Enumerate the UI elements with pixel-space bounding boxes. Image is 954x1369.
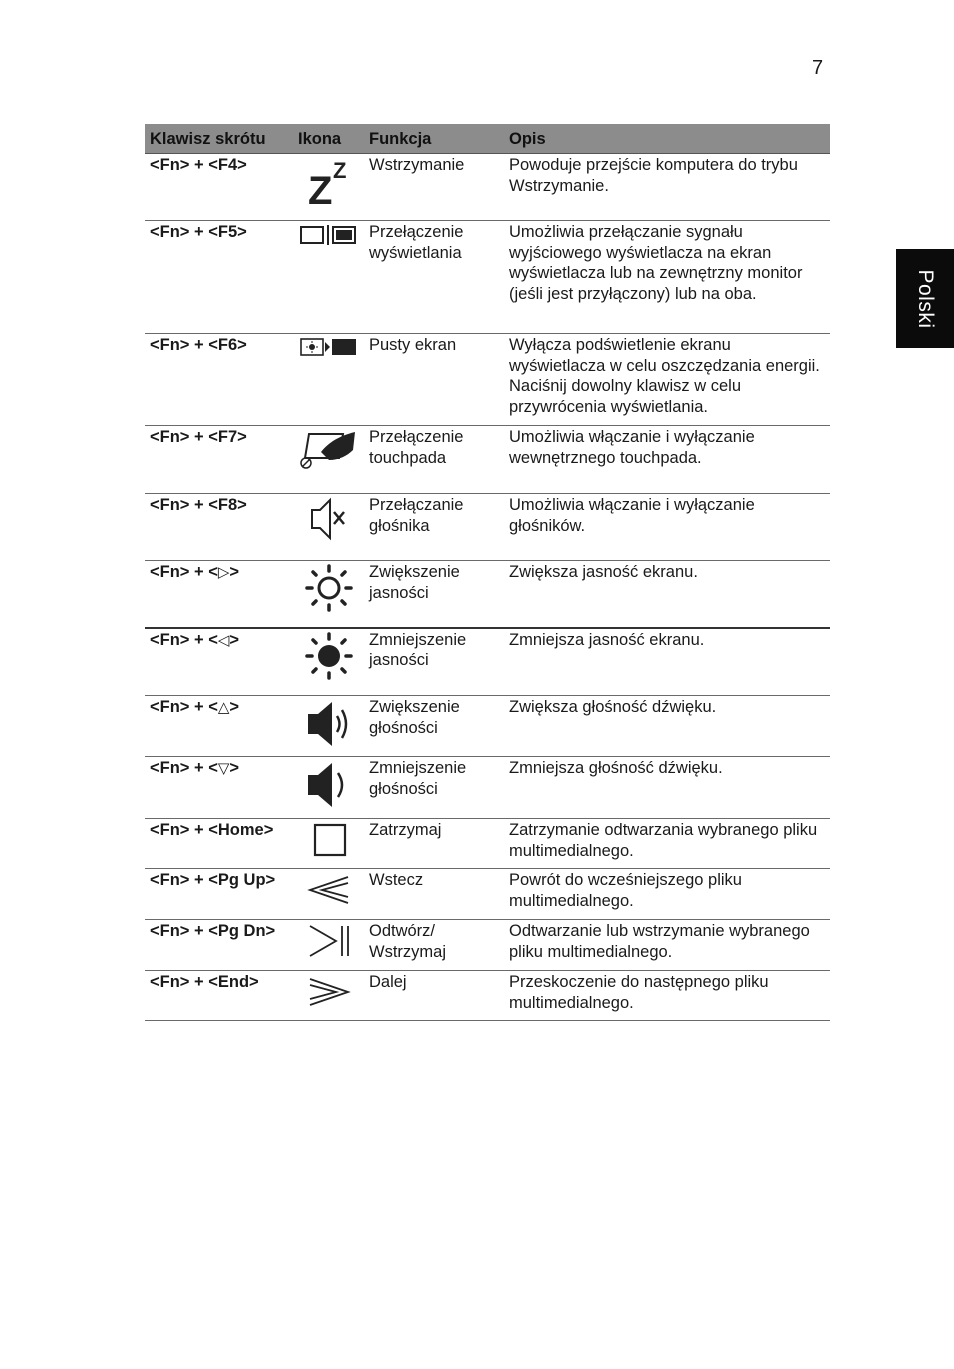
hotkey: <Fn> + <F7> [145, 426, 293, 494]
table-row [145, 757, 830, 819]
volume-up-icon [304, 698, 354, 756]
hotkey: <Fn> + <◁> [145, 628, 293, 696]
description: Powrót do wcześniejszego pliku multimedialnego. [504, 869, 830, 920]
hotkey-table [145, 124, 830, 1021]
right-arrow-key: ▷ [217, 564, 230, 581]
hotkey: <Fn> + <Pg Dn> [145, 920, 293, 971]
function: Odtwórz/ Wstrzymaj [364, 920, 504, 971]
description: Zmniejsza głośność dźwięku. [504, 757, 830, 819]
table-row [145, 971, 830, 1021]
hotkey: <Fn> + <△> [145, 696, 293, 757]
hotkey: <Fn> + <F5> [145, 221, 293, 334]
brightness-up-icon [304, 563, 354, 619]
blank-screen-icon [299, 336, 359, 364]
table-row [145, 561, 830, 628]
display-switch-icon [299, 223, 359, 253]
speaker-mute-icon [306, 496, 352, 548]
table-row [145, 494, 830, 561]
description: Powoduje przejście komputera do trybu Wstrzymanie. [504, 154, 830, 221]
left-arrow-key: ◁ [217, 631, 230, 649]
function: Zmniejszenie głośności [364, 757, 504, 819]
table-row [145, 819, 830, 869]
previous-icon [304, 871, 354, 915]
hotkey: <Fn> + <Pg Up> [145, 869, 293, 920]
hotkey: <Fn> + <Home> [145, 819, 293, 869]
function: Dalej [364, 971, 504, 1021]
function: Przełączenie touchpada [364, 426, 504, 494]
language-tab-label: Polski [914, 268, 937, 329]
description: Zatrzymanie odtwarzania wybranego pliku multimedialnego. [504, 819, 830, 869]
description: Umożliwia włączanie i wyłączanie głośników. [504, 494, 830, 561]
volume-down-icon [304, 759, 354, 817]
description: Umożliwia przełączanie sygnału wyjściowego wyświetlacza na ekran wyświetlacza lub na zewnętrzny monitor (jeśli jest przyłączony) lub na oba. [504, 221, 830, 334]
language-tab [896, 249, 954, 348]
touchpad-toggle-icon [299, 428, 359, 476]
hotkey: <Fn> + <F6> [145, 334, 293, 426]
next-icon [304, 973, 354, 1017]
function: Przełączanie głośnika [364, 494, 504, 561]
hotkey: <Fn> + <End> [145, 971, 293, 1021]
description: Zwiększa głośność dźwięku. [504, 696, 830, 757]
function: Zwiększenie jasności [364, 561, 504, 628]
table-row [145, 628, 830, 696]
table-row [145, 920, 830, 971]
function: Pusty ekran [364, 334, 504, 426]
table-header-row [145, 124, 830, 154]
function: Zwiększenie głośności [364, 696, 504, 757]
hotkey: <Fn> + <▷> [145, 561, 293, 628]
page-number: 7 [812, 57, 824, 79]
table-row [145, 221, 830, 334]
function: Zmniejszenie jasności [364, 628, 504, 696]
function: Przełączenie wyświetlania [364, 221, 504, 334]
sleep-icon [306, 156, 352, 214]
hotkey: <Fn> + <F4> [145, 154, 293, 221]
function: Wstrzymanie [364, 154, 504, 221]
up-arrow-key: △ [217, 699, 230, 716]
header-key: Klawisz skrótu [145, 124, 293, 154]
description: Odtwarzanie lub wstrzymanie wybranego pliku multimedialnego. [504, 920, 830, 971]
down-arrow-key: ▽ [217, 760, 230, 777]
description: Wyłącza podświetlenie ekranu wyświetlacza w celu oszczędzania energii. Naciśnij dowolny klawisz w celu przywrócenia wyświetlania. [504, 334, 830, 426]
description: Przeskoczenie do następnego pliku multimedialnego. [504, 971, 830, 1021]
table-row [145, 696, 830, 757]
hotkey: <Fn> + <▽> [145, 757, 293, 819]
play-pause-icon [304, 922, 354, 966]
brightness-down-icon [304, 631, 354, 687]
header-icon: Ikona [293, 124, 364, 154]
table-row [145, 426, 830, 494]
svg-text:Z: Z [307, 169, 332, 208]
description: Zwiększa jasność ekranu. [504, 561, 830, 628]
table-row [145, 869, 830, 920]
function: Wstecz [364, 869, 504, 920]
function: Zatrzymaj [364, 819, 504, 869]
hotkey: <Fn> + <F8> [145, 494, 293, 561]
table-row [145, 154, 830, 221]
description: Zmniejsza jasność ekranu. [504, 628, 830, 696]
table-row [145, 334, 830, 426]
description: Umożliwia włączanie i wyłączanie wewnętrznego touchpada. [504, 426, 830, 494]
header-description: Opis [504, 124, 830, 154]
svg-text:Z: Z [332, 158, 346, 183]
header-function: Funkcja [364, 124, 504, 154]
stop-icon [309, 821, 349, 865]
